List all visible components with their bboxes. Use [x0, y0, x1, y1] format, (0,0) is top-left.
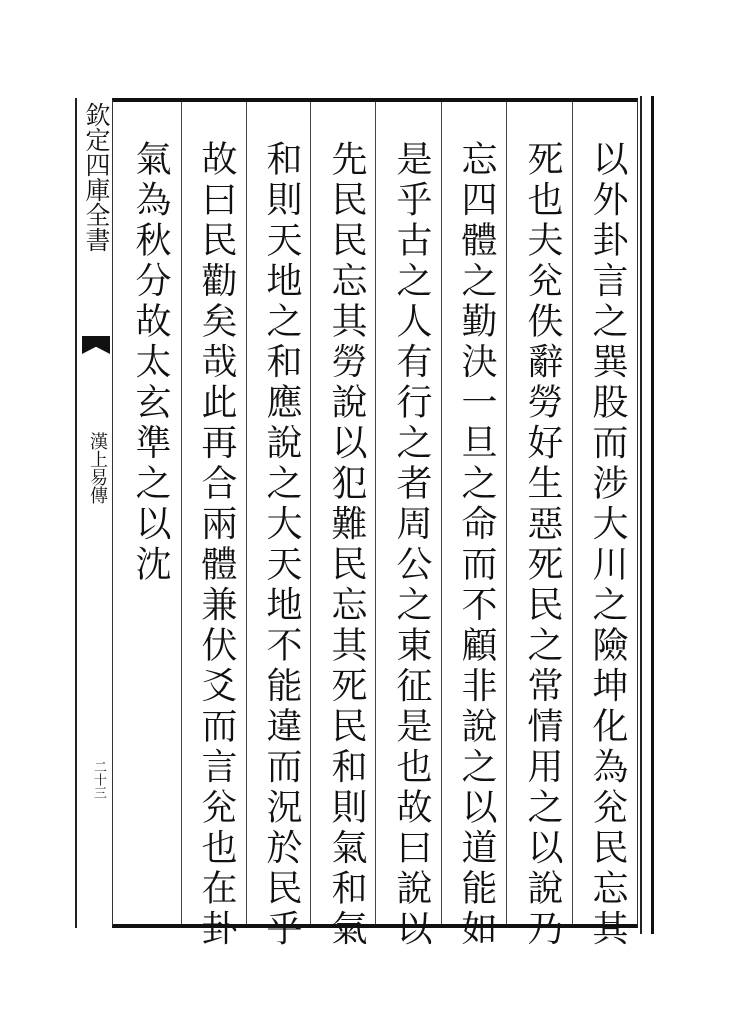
column-rule [246, 102, 247, 924]
text-column-2: 死也夫兊佚辭勞好生惡死民之常情用之以說乃 [522, 140, 563, 950]
column-rule [181, 102, 182, 924]
text-column-7: 故曰民勸矣哉此再合兩體兼伏爻而言兊也在卦 [196, 140, 237, 950]
column-rule [441, 102, 442, 924]
margin-volume-title: 漢上易傳 [87, 432, 108, 504]
text-column-8: 氣為秋分故太玄準之以沈 [130, 140, 171, 586]
column-rule [572, 102, 573, 924]
text-column-3: 忘四體之勤決一旦之命而不顧非說之以道能如 [456, 140, 497, 950]
binding-edge [640, 96, 654, 934]
text-column-4: 是乎古之人有行之者周公之東征是也故曰說以 [391, 140, 432, 950]
text-column-1: 以外卦言之巽股而涉大川之險坤化為兊民忘其 [587, 140, 628, 950]
margin-book-title: 欽定四庫全書 [82, 102, 111, 252]
margin-page-number: 二十三 [91, 760, 106, 799]
column-rule [506, 102, 507, 924]
text-column-5: 先民民忘其勞說以犯難民忘其死民和則氣和氣 [326, 140, 367, 950]
text-column-6: 和則天地之和應說之大天地不能違而況於民乎 [261, 140, 302, 950]
